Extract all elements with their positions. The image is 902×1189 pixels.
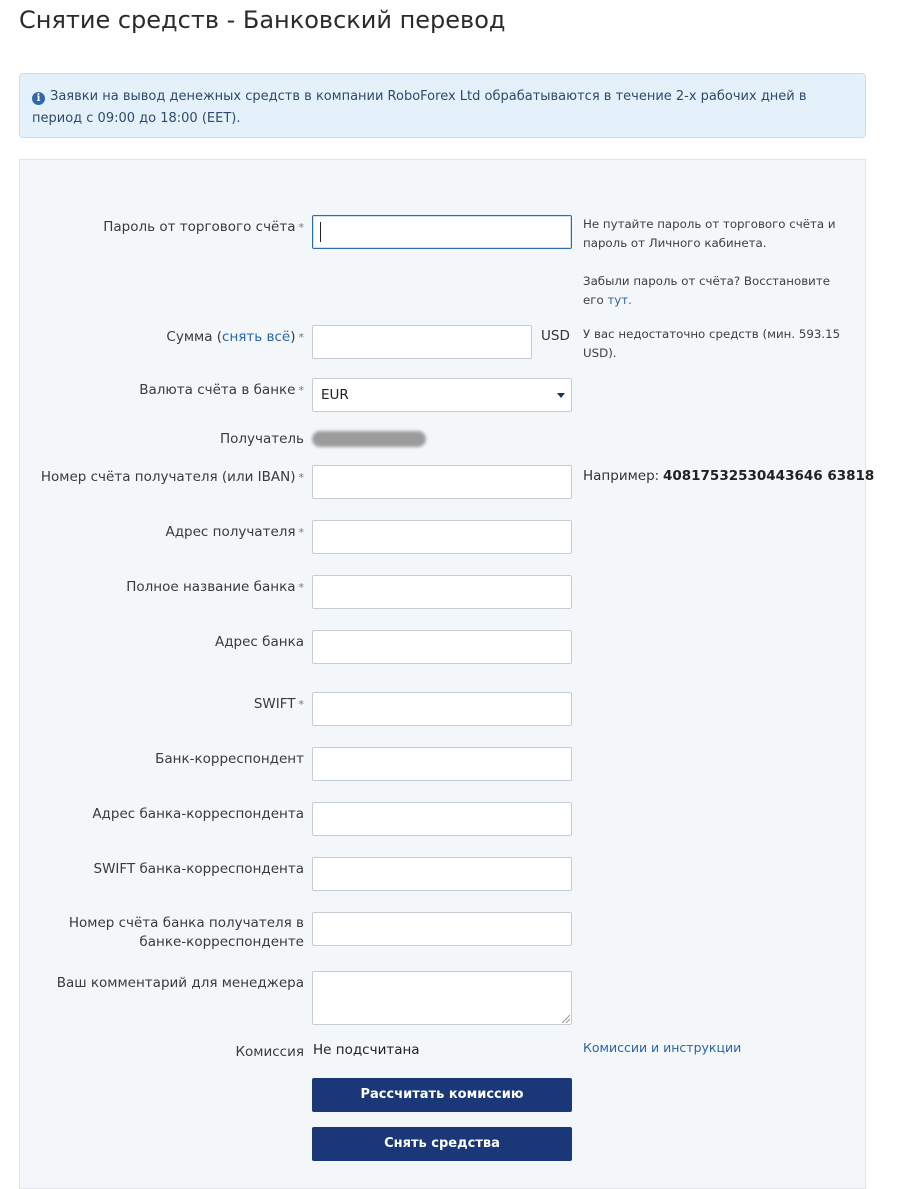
restore-password-link[interactable]: тут. bbox=[607, 293, 632, 307]
swift-label: SWIFT * bbox=[253, 696, 304, 712]
recipient-address-label: Адрес получателя * bbox=[165, 524, 304, 540]
info-icon: i bbox=[32, 92, 45, 105]
amount-currency: USD bbox=[541, 328, 570, 344]
forgot-password-hint: Забыли пароль от счёта? Восстановите его тут. bbox=[583, 274, 830, 307]
recipient-name-redacted bbox=[312, 431, 426, 447]
correspondent-swift-label: SWIFT банка-корреспондента bbox=[93, 861, 304, 877]
withdraw-all-link[interactable]: снять всё bbox=[222, 329, 291, 345]
bank-address-label: Адрес банка bbox=[214, 634, 304, 650]
bank-currency-label: Валюта счёта в банке * bbox=[139, 382, 304, 398]
withdrawal-form-panel bbox=[19, 159, 866, 1189]
correspondent-account-label: Номер счёта банка получателя в банке-корреспонденте bbox=[68, 915, 304, 950]
swift-input[interactable] bbox=[312, 692, 572, 726]
amount-label: Сумма (снять всё) * bbox=[166, 329, 304, 345]
account-number-example: Например: 40817532530443646 63818 bbox=[583, 468, 875, 484]
withdraw-funds-button[interactable]: Снять средства bbox=[312, 1127, 572, 1161]
correspondent-swift-input[interactable] bbox=[312, 857, 572, 891]
info-alert bbox=[19, 73, 866, 138]
amount-input[interactable] bbox=[312, 325, 532, 359]
bank-address-input[interactable] bbox=[312, 630, 572, 664]
amount-hint: У вас недостаточно средств (мин. 593.15 USD). bbox=[583, 327, 841, 360]
correspondent-address-input[interactable] bbox=[312, 802, 572, 836]
bank-currency-select[interactable] bbox=[312, 378, 572, 412]
account-number-input[interactable] bbox=[312, 465, 572, 499]
recipient-address-input[interactable] bbox=[312, 520, 572, 554]
comment-label: Ваш комментарий для менеджера bbox=[56, 975, 304, 991]
chevron-down-icon bbox=[557, 393, 565, 398]
recipient-label: Получатель bbox=[219, 431, 304, 447]
bank-name-label: Полное название банка * bbox=[126, 579, 304, 595]
password-label: Пароль от торгового счёта * bbox=[103, 219, 304, 235]
manager-comment-textarea[interactable] bbox=[312, 971, 572, 1025]
commission-instructions-link[interactable]: Комиссии и инструкции bbox=[583, 1040, 742, 1055]
trading-password-input[interactable] bbox=[312, 215, 572, 249]
commission-value: Не подсчитана bbox=[313, 1042, 420, 1058]
correspondent-bank-input[interactable] bbox=[312, 747, 572, 781]
bank-currency-value: EUR bbox=[321, 387, 349, 403]
text-cursor bbox=[320, 222, 321, 242]
password-hint: Не путайте пароль от торгового счёта и пароль от Личного кабинета. bbox=[583, 217, 836, 250]
page-title: Снятие средств - Банковский перевод bbox=[19, 6, 506, 34]
correspondent-bank-label: Банк-корреспондент bbox=[155, 751, 304, 767]
account-number-label: Номер счёта получателя (или IBAN) * bbox=[40, 469, 304, 485]
info-alert-text: Заявки на вывод денежных средств в компании RoboForex Ltd обрабатываются в течение 2-х рабочих дней в период с 09:00 до 18:00 (EET). bbox=[32, 89, 807, 126]
bank-name-input[interactable] bbox=[312, 575, 572, 609]
correspondent-account-input[interactable] bbox=[312, 912, 572, 946]
resize-handle-icon[interactable] bbox=[562, 1015, 570, 1023]
commission-label: Комиссия bbox=[235, 1044, 304, 1060]
correspondent-address-label: Адрес банка-корреспондента bbox=[92, 806, 304, 822]
calculate-commission-button[interactable]: Рассчитать комиссию bbox=[312, 1078, 572, 1112]
